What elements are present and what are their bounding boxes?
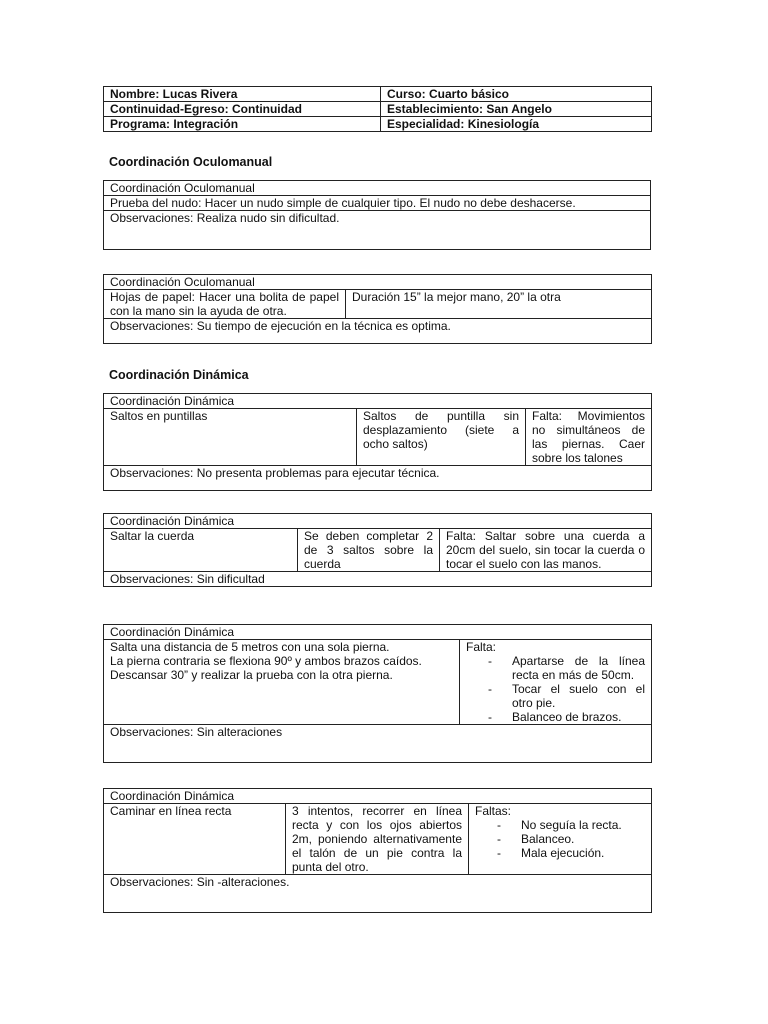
table-title: Coordinación Dinámica (104, 514, 652, 529)
table-title: Coordinación Oculomanual (104, 181, 651, 196)
test-faults (469, 804, 652, 875)
test-fault: Falta: Movimientos no simultáneos de las piernas. Caer sobre los talones (526, 409, 652, 466)
test-table-salto-pierna (103, 624, 652, 763)
table-title: Coordinación Dinámica (104, 625, 652, 640)
list-item: - Balanceo de brazos. (466, 710, 645, 724)
test-description: Se deben completar 2 de 3 saltos sobre la cuerda (298, 529, 440, 572)
test-faults (460, 640, 652, 725)
desc-line: Salta una distancia de 5 metros con una sola pierna. (110, 640, 390, 654)
fault-label: Falta: (466, 640, 497, 654)
fault-list (475, 818, 645, 860)
observations: Observaciones: Su tiempo de ejecución en la técnica es optima. (104, 319, 652, 344)
desc-line: Descansar 30” y realizar la prueba con la otra pierna. (110, 668, 393, 682)
test-table-cuerda (103, 513, 652, 587)
student-course: Curso: Cuarto básico (381, 87, 652, 102)
school: Establecimiento: San Angelo (381, 102, 652, 117)
observations: Observaciones: Sin -alteraciones. (104, 875, 652, 913)
table-title: Coordinación Oculomanual (104, 275, 652, 290)
observations: Observaciones: Sin alteraciones (104, 725, 652, 763)
continuity: Continuidad-Egreso: Continuidad (104, 102, 381, 117)
test-duration: Duración 15” la mejor mano, 20” la otra (346, 290, 652, 319)
test-description: Prueba del nudo: Hacer un nudo simple de cualquier tipo. El nudo no debe deshacerse. (104, 196, 651, 211)
student-info-table (103, 86, 652, 132)
test-name: Saltar la cuerda (104, 529, 298, 572)
observations: Observaciones: Realiza nudo sin dificultad. (104, 211, 651, 250)
test-fault: Falta: Saltar sobre una cuerda a 20cm del suelo, sin tocar la cuerda o tocar el suelo con las manos. (440, 529, 652, 572)
program: Programa: Integración (104, 117, 381, 132)
test-name: Saltos en puntillas (104, 409, 357, 466)
test-description (104, 640, 460, 725)
desc-line: La pierna contraria se flexiona 90º y ambos brazos caídos. (110, 654, 422, 668)
section-title-oculomanual: Coordinación Oculomanual (109, 155, 273, 169)
specialty: Especialidad: Kinesiología (381, 117, 652, 132)
test-description: Hojas de papel: Hacer una bolita de papel con la mano sin la ayuda de otra. (104, 290, 346, 319)
test-table-papel (103, 274, 652, 344)
test-description: 3 intentos, recorrer en línea recta y con los ojos abiertos 2m, poniendo alternativamente el talón de un pie contra la punta del otro. (286, 804, 469, 875)
student-name: Nombre: Lucas Rivera (104, 87, 381, 102)
list-item: - Tocar el suelo con el otro pie. (466, 682, 645, 710)
table-title: Coordinación Dinámica (104, 789, 652, 804)
list-item: - Mala ejecución. (475, 846, 645, 860)
list-item: - Balanceo. (475, 832, 645, 846)
list-item: - Apartarse de la línea recta en más de 50cm. (466, 654, 645, 682)
table-title: Coordinación Dinámica (104, 394, 652, 409)
test-table-saltos (103, 393, 652, 491)
test-name: Caminar en línea recta (104, 804, 286, 875)
fault-label: Faltas: (475, 804, 512, 818)
observations: Observaciones: No presenta problemas para ejecutar técnica. (104, 466, 652, 491)
test-description: Saltos de puntilla sin desplazamiento (siete a ocho saltos) (357, 409, 526, 466)
fault-list (466, 654, 645, 724)
list-item: - No seguía la recta. (475, 818, 645, 832)
observations: Observaciones: Sin dificultad (104, 572, 652, 587)
test-table-linea-recta (103, 788, 652, 913)
test-table-nudo (103, 180, 651, 250)
section-title-dinamica: Coordinación Dinámica (109, 368, 249, 382)
